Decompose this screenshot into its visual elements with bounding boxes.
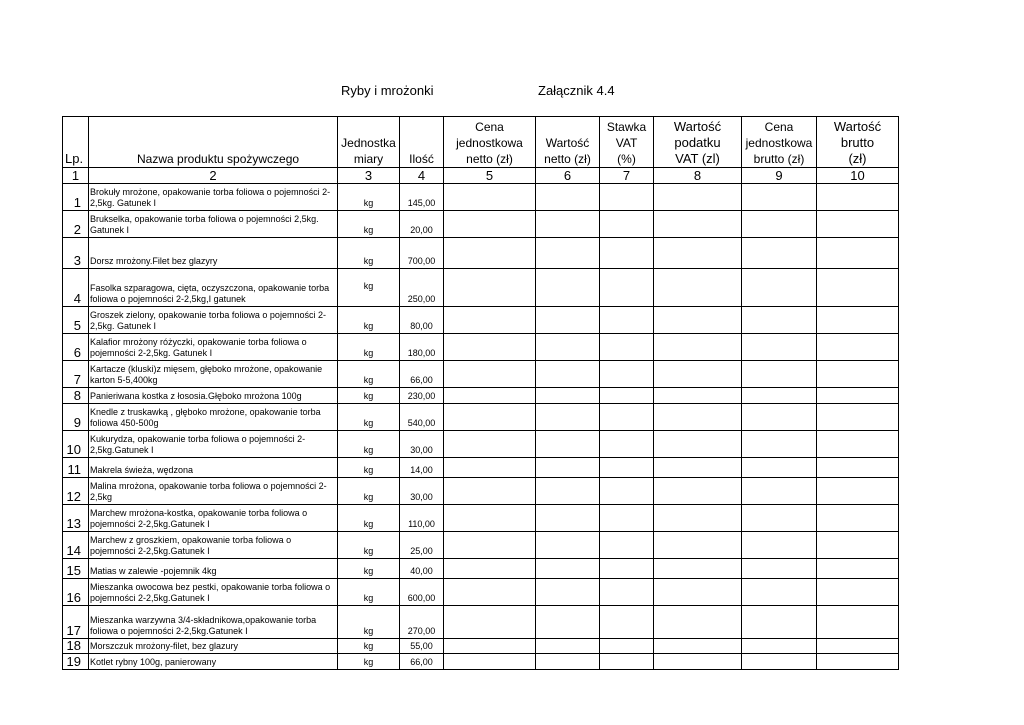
product-unit: kg — [338, 579, 400, 606]
row-lp: 10 — [63, 431, 89, 458]
product-qty: 30,00 — [400, 478, 444, 505]
product-name: Kukurydza, opakowanie torba foliowa o pojemności 2-2,5kg.Gatunek I — [89, 431, 338, 458]
product-table — [62, 116, 899, 670]
product-name: Kartacze (kluski)z mięsem, głęboko mrożone, opakowanie karton 5-5,400kg — [89, 361, 338, 388]
unit-price-cell[interactable] — [444, 579, 536, 606]
header-row — [63, 117, 899, 168]
vat-value-cell[interactable] — [654, 532, 742, 559]
unit-price-cell[interactable] — [444, 307, 536, 334]
product-name: Fasolka szparagowa, cięta, oczyszczona, opakowanie torba foliowa o pojemności 2-2,5kg,I gatunek — [89, 269, 338, 307]
gross-unit-price-cell[interactable] — [742, 639, 817, 654]
net-value-cell[interactable] — [536, 431, 600, 458]
product-name: Mieszanka owocowa bez pestki, opakowanie torba foliowa o pojemności 2-2,5kg.Gatunek I — [89, 579, 338, 606]
net-value-cell[interactable] — [536, 639, 600, 654]
header-name: Nazwa produktu spożywczego — [89, 117, 338, 168]
product-qty: 66,00 — [400, 654, 444, 670]
product-qty: 40,00 — [400, 559, 444, 579]
table-row — [63, 388, 899, 404]
vat-rate-cell[interactable] — [600, 559, 654, 579]
product-name: Matias w zalewie -pojemnik 4kg — [89, 559, 338, 579]
product-name: Marchew mrożona-kostka, opakowanie torba foliowa o pojemności 2-2,5kg.Gatunek I — [89, 505, 338, 532]
unit-price-cell[interactable] — [444, 184, 536, 211]
product-unit: kg — [338, 307, 400, 334]
column-number: 6 — [536, 168, 600, 184]
product-name: Panieriwana kostka z łososia.Głęboko mrożona 100g — [89, 388, 338, 404]
gross-unit-price-cell[interactable] — [742, 269, 817, 307]
gross-value-cell[interactable] — [817, 388, 899, 404]
unit-price-cell[interactable] — [444, 238, 536, 269]
table-row — [63, 579, 899, 606]
gross-unit-price-cell[interactable] — [742, 579, 817, 606]
gross-value-cell[interactable] — [817, 361, 899, 388]
column-number: 5 — [444, 168, 536, 184]
product-qty: 25,00 — [400, 532, 444, 559]
net-value-cell[interactable] — [536, 388, 600, 404]
header-lp: Lp. — [63, 117, 89, 168]
vat-value-cell[interactable] — [654, 269, 742, 307]
product-qty: 540,00 — [400, 404, 444, 431]
vat-value-cell[interactable] — [654, 211, 742, 238]
table-row — [63, 532, 899, 559]
gross-unit-price-cell[interactable] — [742, 334, 817, 361]
gross-unit-price-cell[interactable] — [742, 559, 817, 579]
unit-price-cell[interactable] — [444, 269, 536, 307]
header-net-value: Wartość netto (zł) — [536, 117, 600, 168]
net-value-cell[interactable] — [536, 307, 600, 334]
net-value-cell[interactable] — [536, 211, 600, 238]
unit-price-cell[interactable] — [444, 639, 536, 654]
row-lp: 7 — [63, 361, 89, 388]
row-lp: 11 — [63, 458, 89, 478]
gross-value-cell[interactable] — [817, 606, 899, 639]
column-number: 9 — [742, 168, 817, 184]
table-row — [63, 238, 899, 269]
net-value-cell[interactable] — [536, 579, 600, 606]
unit-price-cell[interactable] — [444, 606, 536, 639]
product-qty: 80,00 — [400, 307, 444, 334]
product-qty: 145,00 — [400, 184, 444, 211]
product-qty: 250,00 — [400, 269, 444, 307]
unit-price-cell[interactable] — [444, 458, 536, 478]
product-unit: kg — [338, 388, 400, 404]
product-name: Brukselka, opakowanie torba foliowa o pojemności 2,5kg. Gatunek I — [89, 211, 338, 238]
product-unit: kg — [338, 532, 400, 559]
vat-value-cell[interactable] — [654, 559, 742, 579]
product-name: Marchew z groszkiem, opakowanie torba foliowa o pojemności 2-2,5kg.Gatunek I — [89, 532, 338, 559]
gross-value-cell[interactable] — [817, 639, 899, 654]
document-title: Ryby i mrożonki — [341, 83, 434, 98]
gross-value-cell[interactable] — [817, 458, 899, 478]
column-number: 8 — [654, 168, 742, 184]
unit-price-cell[interactable] — [444, 388, 536, 404]
net-value-cell[interactable] — [536, 458, 600, 478]
gross-value-cell[interactable] — [817, 478, 899, 505]
product-unit: kg — [338, 211, 400, 238]
product-qty: 20,00 — [400, 211, 444, 238]
row-lp: 3 — [63, 238, 89, 269]
column-number: 7 — [600, 168, 654, 184]
net-value-cell[interactable] — [536, 334, 600, 361]
product-qty: 55,00 — [400, 639, 444, 654]
net-value-cell[interactable] — [536, 361, 600, 388]
product-name: Makrela świeża, wędzona — [89, 458, 338, 478]
unit-price-cell[interactable] — [444, 532, 536, 559]
vat-value-cell[interactable] — [654, 404, 742, 431]
vat-value-cell[interactable] — [654, 431, 742, 458]
vat-value-cell[interactable] — [654, 307, 742, 334]
gross-value-cell[interactable] — [817, 184, 899, 211]
unit-price-cell[interactable] — [444, 505, 536, 532]
header-qty: Ilość — [400, 117, 444, 168]
gross-unit-price-cell[interactable] — [742, 606, 817, 639]
row-lp: 2 — [63, 211, 89, 238]
product-unit: kg — [338, 654, 400, 670]
table-row — [63, 334, 899, 361]
header-vat-rate: Stawka VAT (%) — [600, 117, 654, 168]
gross-unit-price-cell[interactable] — [742, 654, 817, 670]
row-lp: 15 — [63, 559, 89, 579]
net-value-cell[interactable] — [536, 478, 600, 505]
table-row — [63, 458, 899, 478]
product-name: Dorsz mrożony.Filet bez glazyry — [89, 238, 338, 269]
gross-unit-price-cell[interactable] — [742, 211, 817, 238]
product-name: Knedle z truskawką , głęboko mrożone, opakowanie torba foliowa 450-500g — [89, 404, 338, 431]
row-lp: 4 — [63, 269, 89, 307]
annex-label: Załącznik 4.4 — [538, 83, 615, 98]
gross-value-cell[interactable] — [817, 334, 899, 361]
gross-unit-price-cell[interactable] — [742, 431, 817, 458]
product-qty: 230,00 — [400, 388, 444, 404]
row-lp: 5 — [63, 307, 89, 334]
vat-rate-cell[interactable] — [600, 307, 654, 334]
product-name: Malina mrożona, opakowanie torba foliowa o pojemności 2-2,5kg — [89, 478, 338, 505]
gross-unit-price-cell[interactable] — [742, 307, 817, 334]
product-unit: kg — [338, 361, 400, 388]
vat-rate-cell[interactable] — [600, 361, 654, 388]
vat-rate-cell[interactable] — [600, 478, 654, 505]
product-unit: kg — [338, 639, 400, 654]
gross-value-cell[interactable] — [817, 307, 899, 334]
product-unit: kg — [338, 505, 400, 532]
table-row — [63, 184, 899, 211]
vat-value-cell[interactable] — [654, 458, 742, 478]
unit-price-cell[interactable] — [444, 559, 536, 579]
gross-value-cell[interactable] — [817, 404, 899, 431]
vat-rate-cell[interactable] — [600, 458, 654, 478]
gross-unit-price-cell[interactable] — [742, 458, 817, 478]
table-row — [63, 606, 899, 639]
table-row — [63, 478, 899, 505]
vat-value-cell[interactable] — [654, 606, 742, 639]
table-row — [63, 505, 899, 532]
product-qty: 110,00 — [400, 505, 444, 532]
net-value-cell[interactable] — [536, 505, 600, 532]
vat-rate-cell[interactable] — [600, 211, 654, 238]
table-row — [63, 431, 899, 458]
vat-rate-cell[interactable] — [600, 184, 654, 211]
product-unit: kg — [338, 559, 400, 579]
vat-value-cell[interactable] — [654, 654, 742, 670]
column-number: 3 — [338, 168, 400, 184]
net-value-cell[interactable] — [536, 184, 600, 211]
header-unit: Jednostka miary — [338, 117, 400, 168]
header-gross-value: Wartość brutto (zł) — [817, 117, 899, 168]
column-number: 2 — [89, 168, 338, 184]
column-number: 10 — [817, 168, 899, 184]
vat-rate-cell[interactable] — [600, 505, 654, 532]
unit-price-cell[interactable] — [444, 211, 536, 238]
row-lp: 6 — [63, 334, 89, 361]
gross-unit-price-cell[interactable] — [742, 505, 817, 532]
vat-rate-cell[interactable] — [600, 334, 654, 361]
product-unit: kg — [338, 184, 400, 211]
gross-value-cell[interactable] — [817, 654, 899, 670]
gross-value-cell[interactable] — [817, 431, 899, 458]
vat-value-cell[interactable] — [654, 238, 742, 269]
product-unit: kg — [338, 404, 400, 431]
row-lp: 8 — [63, 388, 89, 404]
table-row — [63, 361, 899, 388]
net-value-cell[interactable] — [536, 238, 600, 269]
net-value-cell[interactable] — [536, 606, 600, 639]
row-lp: 18 — [63, 639, 89, 654]
table-row — [63, 269, 899, 307]
product-qty: 14,00 — [400, 458, 444, 478]
column-number-row — [63, 168, 899, 184]
vat-rate-cell[interactable] — [600, 606, 654, 639]
net-value-cell[interactable] — [536, 559, 600, 579]
product-qty: 700,00 — [400, 238, 444, 269]
net-value-cell[interactable] — [536, 269, 600, 307]
product-name: Kotlet rybny 100g, panierowany — [89, 654, 338, 670]
unit-price-cell[interactable] — [444, 654, 536, 670]
gross-unit-price-cell[interactable] — [742, 388, 817, 404]
product-unit: kg — [338, 478, 400, 505]
gross-value-cell[interactable] — [817, 579, 899, 606]
row-lp: 9 — [63, 404, 89, 431]
gross-value-cell[interactable] — [817, 532, 899, 559]
gross-unit-price-cell[interactable] — [742, 184, 817, 211]
header-vat-value: Wartość podatku VAT (zl) — [654, 117, 742, 168]
vat-rate-cell[interactable] — [600, 654, 654, 670]
vat-value-cell[interactable] — [654, 184, 742, 211]
vat-value-cell[interactable] — [654, 334, 742, 361]
vat-rate-cell[interactable] — [600, 532, 654, 559]
vat-value-cell[interactable] — [654, 361, 742, 388]
product-unit: kg — [338, 238, 400, 269]
unit-price-cell[interactable] — [444, 361, 536, 388]
product-unit: kg — [338, 334, 400, 361]
table-row — [63, 307, 899, 334]
product-unit: kg — [338, 458, 400, 478]
product-name: Kalafior mrożony różyczki, opakowanie torba foliowa o pojemności 2-2,5kg. Gatunek I — [89, 334, 338, 361]
gross-unit-price-cell[interactable] — [742, 478, 817, 505]
table-row — [63, 654, 899, 670]
header-gross-unit-price: Cena jednostkowa brutto (zł) — [742, 117, 817, 168]
column-number: 1 — [63, 168, 89, 184]
row-lp: 19 — [63, 654, 89, 670]
vat-value-cell[interactable] — [654, 478, 742, 505]
vat-rate-cell[interactable] — [600, 269, 654, 307]
gross-unit-price-cell[interactable] — [742, 404, 817, 431]
row-lp: 17 — [63, 606, 89, 639]
row-lp: 16 — [63, 579, 89, 606]
vat-value-cell[interactable] — [654, 579, 742, 606]
row-lp: 12 — [63, 478, 89, 505]
vat-value-cell[interactable] — [654, 388, 742, 404]
unit-price-cell[interactable] — [444, 334, 536, 361]
gross-unit-price-cell[interactable] — [742, 532, 817, 559]
unit-price-cell[interactable] — [444, 478, 536, 505]
gross-value-cell[interactable] — [817, 559, 899, 579]
gross-value-cell[interactable] — [817, 238, 899, 269]
table-row — [63, 639, 899, 654]
product-qty: 30,00 — [400, 431, 444, 458]
net-value-cell[interactable] — [536, 654, 600, 670]
table-row — [63, 211, 899, 238]
product-unit: kg — [338, 269, 400, 307]
product-qty: 180,00 — [400, 334, 444, 361]
product-unit: kg — [338, 431, 400, 458]
row-lp: 13 — [63, 505, 89, 532]
vat-rate-cell[interactable] — [600, 639, 654, 654]
unit-price-cell[interactable] — [444, 404, 536, 431]
gross-value-cell[interactable] — [817, 269, 899, 307]
net-value-cell[interactable] — [536, 404, 600, 431]
vat-rate-cell[interactable] — [600, 579, 654, 606]
table-row — [63, 559, 899, 579]
gross-value-cell[interactable] — [817, 505, 899, 532]
column-number: 4 — [400, 168, 444, 184]
vat-rate-cell[interactable] — [600, 238, 654, 269]
vat-value-cell[interactable] — [654, 505, 742, 532]
product-qty: 270,00 — [400, 606, 444, 639]
vat-rate-cell[interactable] — [600, 404, 654, 431]
table-row — [63, 404, 899, 431]
header-unit-price: Cena jednostkowa netto (zł) — [444, 117, 536, 168]
product-qty: 66,00 — [400, 361, 444, 388]
product-name: Mieszanka warzywna 3/4-składnikowa,opakowanie torba foliowa o pojemności 2-2,5kg.Gatunek I — [89, 606, 338, 639]
gross-unit-price-cell[interactable] — [742, 238, 817, 269]
net-value-cell[interactable] — [536, 532, 600, 559]
vat-rate-cell[interactable] — [600, 388, 654, 404]
product-name: Brokuły mrożone, opakowanie torba foliowa o pojemności 2-2,5kg. Gatunek I — [89, 184, 338, 211]
product-name: Groszek zielony, opakowanie torba foliowa o pojemności 2-2,5kg. Gatunek I — [89, 307, 338, 334]
row-lp: 14 — [63, 532, 89, 559]
vat-value-cell[interactable] — [654, 639, 742, 654]
unit-price-cell[interactable] — [444, 431, 536, 458]
product-qty: 600,00 — [400, 579, 444, 606]
gross-value-cell[interactable] — [817, 211, 899, 238]
product-name: Morszczuk mrożony-filet, bez glazury — [89, 639, 338, 654]
row-lp: 1 — [63, 184, 89, 211]
product-unit: kg — [338, 606, 400, 639]
vat-rate-cell[interactable] — [600, 431, 654, 458]
gross-unit-price-cell[interactable] — [742, 361, 817, 388]
